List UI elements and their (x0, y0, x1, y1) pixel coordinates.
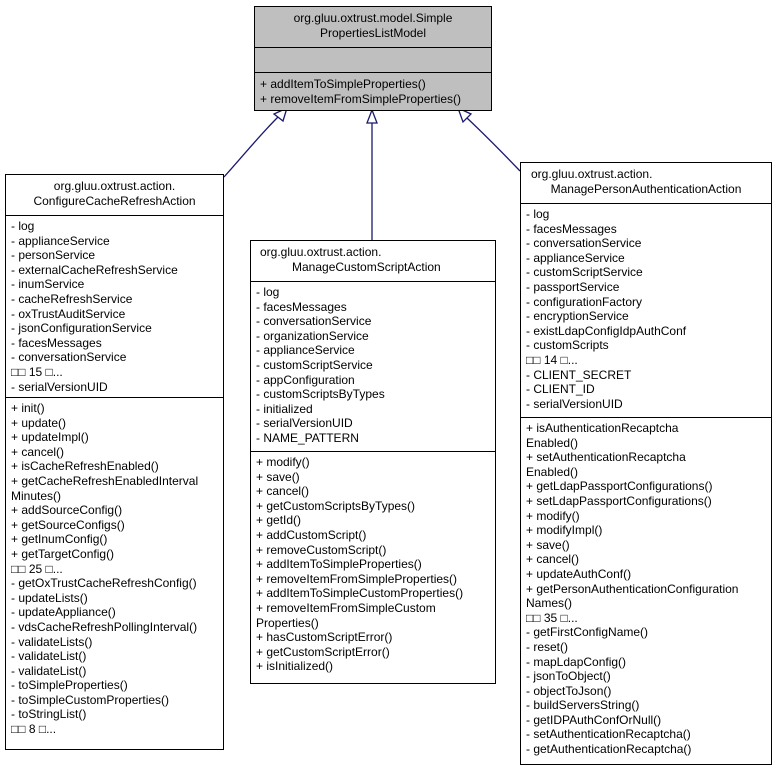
method-item: + setAuthenticationRecaptcha (526, 450, 686, 465)
attribute-item: - serialVersionUID (11, 379, 108, 394)
method-item: + modify() (256, 455, 310, 469)
method-item: + addItemToSimpleCustomProperties() (256, 586, 464, 601)
attribute-item: - CLIENT_ID (526, 382, 595, 397)
method-item: + save() (526, 537, 570, 552)
attribute-item: - passportService (526, 279, 620, 294)
method-item: - toSimpleCustomProperties() (11, 692, 170, 707)
class-title (251, 241, 495, 281)
attribute-item: - configurationFactory (526, 294, 643, 309)
attributes-section (255, 47, 491, 72)
attribute-item: - jsonConfigurationService (11, 321, 152, 336)
attribute-item: - serialVersionUID (526, 396, 623, 411)
class-title-line: org.gluu.oxtrust.action. (53, 179, 176, 193)
attribute-item: - facesMessages (11, 335, 102, 350)
attribute-item: - applianceService (256, 343, 355, 358)
method-item: - toSimpleProperties() (11, 678, 128, 693)
method-item: + modifyImpl() (526, 523, 603, 538)
method-item: + addSourceConfig() (11, 503, 123, 518)
method-item: - reset() (526, 639, 568, 654)
method-item: + init() (11, 401, 45, 415)
method-item: - vdsCacheRefreshPollingInterval() (11, 619, 198, 634)
method-item: Names() (526, 596, 573, 611)
attribute-item: - facesMessages (256, 299, 347, 314)
method-item: + updateAuthConf() (526, 566, 632, 581)
attribute-item: - log (256, 285, 280, 299)
attribute-more-indicator: □□ 15 □... (11, 364, 63, 379)
attribute-more-indicator: □□ 14 □... (526, 352, 578, 367)
method-item: + updateImpl() (11, 430, 89, 445)
method-item: Minutes() (11, 488, 62, 503)
attribute-item: - inumService (11, 277, 85, 292)
attribute-item: - applianceService (11, 233, 110, 248)
edge-right-to-base (467, 118, 520, 171)
method-item: - getFirstConfigName() (526, 625, 649, 640)
class-title (6, 175, 223, 215)
attributes-section (6, 215, 223, 397)
methods-section (521, 417, 771, 760)
attribute-item: - appConfiguration (256, 372, 355, 387)
method-item: + getCustomScriptsByTypes() (256, 498, 416, 513)
method-item: - getOxTrustCacheRefreshConfig() (11, 576, 197, 591)
method-item: - getAuthenticationRecaptcha() (526, 742, 692, 757)
method-item: + getTargetConfig() (11, 546, 115, 561)
method-item: + removeItemFromSimpleCustom (256, 600, 436, 615)
method-item: - jsonToObject() (526, 669, 611, 684)
attribute-item: - applianceService (526, 250, 625, 265)
method-item: + getPersonAuthenticationConfiguration (526, 581, 739, 596)
attribute-item: - personService (11, 248, 96, 263)
attribute-item: - conversationService (11, 350, 127, 365)
methods-section (6, 397, 223, 740)
method-item: - toStringList() (11, 707, 87, 722)
methods-section (255, 72, 491, 109)
method-more-indicator: □□ 8 □... (11, 722, 57, 737)
class-title-line: org.gluu.oxtrust.action. (260, 245, 382, 259)
method-item: + getLdapPassportConfigurations() (526, 479, 713, 494)
method-item: - updateLists() (11, 590, 88, 605)
attribute-item: - conversationService (526, 236, 642, 251)
method-item: + cancel() (11, 444, 65, 459)
method-item: - mapLdapConfig() (526, 654, 627, 669)
attribute-item: - customScripts (526, 338, 609, 353)
method-item: + addItemToSimpleProperties() (256, 557, 422, 572)
class-title-line: PropertiesListModel (319, 25, 427, 40)
method-item: + hasCustomScriptError() (256, 630, 393, 645)
method-item: + setLdapPassportConfigurations() (526, 493, 712, 508)
method-item: - setAuthenticationRecaptcha() (526, 727, 691, 742)
method-item: + isInitialized() (256, 659, 334, 674)
method-item: + modify() (526, 508, 580, 523)
method-item: Enabled() (526, 464, 579, 479)
attribute-item: - CLIENT_SECRET (526, 367, 632, 382)
class-title-line: ManagePersonAuthenticationAction (550, 181, 742, 196)
method-item: + getId() (256, 513, 302, 528)
class-title-line: ConfigureCacheRefreshAction (33, 193, 196, 208)
attributes-section (521, 203, 771, 417)
attribute-item: - existLdapConfigIdpAuthConf (526, 323, 687, 338)
method-item: + save() (256, 469, 300, 484)
method-item: Properties() (256, 615, 319, 630)
attribute-item: - log (11, 219, 35, 233)
attribute-item: - initialized (256, 401, 313, 416)
method-item: - objectToJson() (526, 683, 612, 698)
method-item: + getCustomScriptError() (256, 644, 390, 659)
class-title-line: org.gluu.oxtrust.action. (531, 167, 653, 181)
attribute-item: - serialVersionUID (256, 416, 353, 431)
method-item: - buildServersString() (526, 698, 640, 713)
method-item: + cancel() (256, 484, 310, 499)
class-manage-person-authentication-action[interactable] (520, 162, 772, 765)
attribute-item: - log (526, 207, 550, 221)
attribute-item: - NAME_PATTERN (256, 430, 359, 445)
method-more-indicator: □□ 25 □... (11, 561, 63, 576)
edge-left-to-base (224, 117, 278, 177)
attribute-item: - facesMessages (526, 221, 617, 236)
method-item: + removeItemFromSimpleProperties() (256, 571, 458, 586)
method-item: + addItemToSimpleProperties() (260, 77, 426, 91)
attribute-item: - organizationService (256, 328, 369, 343)
method-item: + isAuthenticationRecaptcha (526, 421, 679, 435)
attribute-item: - customScriptService (526, 265, 643, 280)
methods-section (251, 451, 495, 677)
attribute-item: - customScriptsByTypes (256, 387, 385, 402)
method-item: - validateLists() (11, 634, 93, 649)
method-more-indicator: □□ 35 □... (526, 610, 578, 625)
attributes-section (251, 281, 495, 451)
method-item: + isCacheRefreshEnabled() (11, 459, 159, 474)
method-item: + removeItemFromSimpleProperties() (260, 91, 462, 106)
method-item: + removeCustomScript() (256, 542, 387, 557)
arrowhead-middle (367, 110, 377, 123)
attribute-item: - oxTrustAuditService (11, 306, 126, 321)
attribute-item: - externalCacheRefreshService (11, 262, 178, 277)
attribute-item: - encryptionService (526, 309, 629, 324)
attribute-item: - customScriptService (256, 357, 373, 372)
method-item: + cancel() (526, 552, 580, 567)
method-item: + getCacheRefreshEnabledInterval (11, 473, 199, 488)
method-item: - validateList() (11, 663, 87, 678)
method-item: Enabled() (526, 435, 579, 450)
attribute-item: - cacheRefreshService (11, 291, 133, 306)
method-item: + update() (11, 415, 67, 430)
class-title (521, 163, 771, 203)
attribute-item: - conversationService (256, 314, 372, 329)
method-item: - validateList() (11, 649, 87, 664)
class-title-line: ManageCustomScriptAction (292, 259, 441, 274)
class-title-line: org.gluu.oxtrust.model.Simple (293, 11, 453, 25)
class-manage-custom-script-action[interactable] (250, 240, 496, 684)
method-item: + getSourceConfigs() (11, 517, 125, 532)
method-item: - getIDPAuthConfOrNull() (526, 712, 662, 727)
method-item: + addCustomScript() (256, 527, 367, 542)
class-configure-cache-refresh-action[interactable] (5, 174, 224, 750)
class-simple-properties-list-model[interactable] (254, 6, 492, 111)
method-item: + getInumConfig() (11, 532, 108, 547)
class-title (255, 7, 491, 47)
method-item: - updateAppliance() (11, 605, 116, 620)
